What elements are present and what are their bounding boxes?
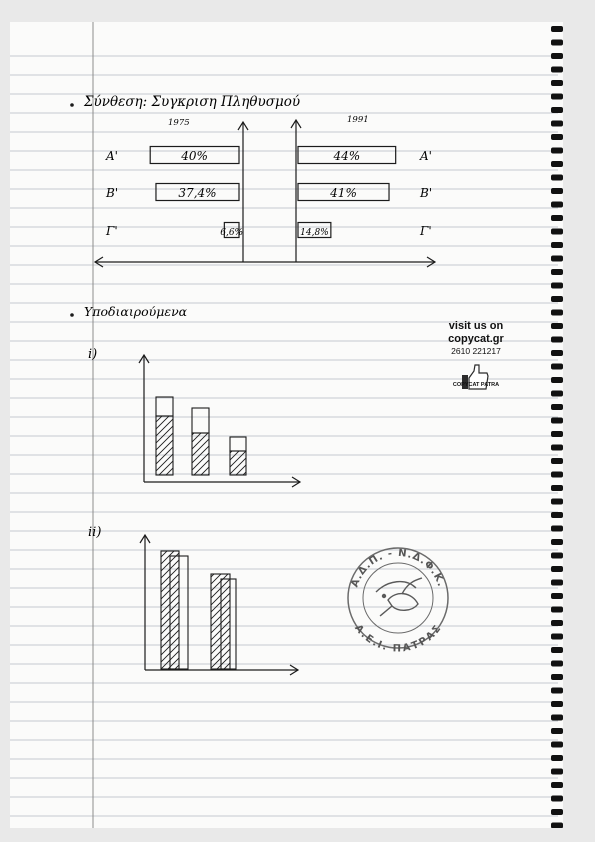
spiral-ring (551, 445, 563, 451)
spiral-ring (551, 364, 563, 370)
left-bar-value: 37,4% (178, 186, 217, 200)
spiral-ring (551, 242, 563, 248)
spiral-ring (551, 742, 563, 748)
spiral-ring (551, 593, 563, 599)
spiral-ring (551, 431, 563, 437)
right-bar-value: 14,8% (300, 228, 329, 238)
notebook-page (10, 22, 563, 828)
spiral-ring (551, 755, 563, 761)
right-row-label: Γ' (420, 224, 432, 238)
spiral-ring (551, 566, 563, 572)
ad-phone: 2610 221217 (451, 346, 501, 356)
pyramid-chart (95, 120, 435, 267)
spiral-ring (551, 310, 563, 316)
spiral-binding (551, 26, 563, 828)
spiral-ring (551, 134, 563, 140)
spiral-ring (551, 472, 563, 478)
spiral-ring (551, 404, 563, 410)
spiral-ring (551, 796, 563, 802)
spiral-ring (551, 283, 563, 289)
spiral-ring (551, 769, 563, 775)
spiral-ring (551, 296, 563, 302)
spiral-ring (551, 512, 563, 518)
spiral-ring (551, 823, 563, 829)
chart-i-bar3-hatched (230, 451, 246, 475)
stamp-bottom-text: Α.Ε.Ι. ΠΑΤΡΑΣ (352, 622, 444, 655)
heading-comparison: Σύνθεση: Συγκριση Πληθυσμού (84, 94, 301, 110)
spiral-ring (551, 580, 563, 586)
spiral-ring (551, 391, 563, 397)
chart-i-bar2-top (192, 408, 209, 433)
spiral-ring (551, 188, 563, 194)
spiral-ring (551, 121, 563, 127)
spiral-ring (551, 53, 563, 59)
left-bar-value: 40% (181, 149, 208, 163)
left-row-label: Α' (106, 149, 118, 163)
spiral-ring (551, 620, 563, 626)
left-row-label: Γ' (106, 224, 118, 238)
spiral-ring (551, 148, 563, 154)
spiral-ring (551, 661, 563, 667)
chart-i-bar1-hatched (156, 416, 173, 475)
spiral-ring (551, 701, 563, 707)
spiral-ring (551, 485, 563, 491)
sub-chart-ii-label: ii) (88, 525, 102, 540)
university-stamp (348, 548, 448, 655)
spiral-ring (551, 782, 563, 788)
right-row-label: Α' (420, 149, 432, 163)
ad-site: copycat.gr (448, 333, 504, 345)
bullet-dot (70, 103, 74, 107)
spiral-ring (551, 377, 563, 383)
copycat-ad (438, 320, 514, 389)
spiral-ring (551, 809, 563, 815)
right-bar-value: 44% (333, 149, 361, 163)
spiral-ring (551, 94, 563, 100)
spiral-ring (551, 107, 563, 113)
pyramid-bars (105, 147, 432, 239)
spiral-ring (551, 634, 563, 640)
left-bar-value: 6,6% (220, 228, 244, 238)
spiral-ring (551, 26, 563, 32)
rule-lines (10, 56, 558, 816)
spiral-ring (551, 40, 563, 46)
spiral-ring (551, 161, 563, 167)
spiral-ring (551, 350, 563, 356)
chart-ii-bar1-front (161, 551, 179, 669)
spiral-ring (551, 80, 563, 86)
spiral-ring (551, 499, 563, 505)
stamp-top-text: Α.Δ.Π. - Ν.Δ.Φ.Κ. (349, 547, 447, 589)
spiral-ring (551, 215, 563, 221)
spiral-ring (551, 229, 563, 235)
svg-text:Α.Ε.Ι. ΠΑΤΡΑΣ (352, 623, 444, 655)
left-row-label: Β' (106, 186, 119, 200)
bullet-dot-2 (70, 313, 74, 317)
spiral-ring (551, 67, 563, 73)
right-row-label: Β' (420, 186, 433, 200)
right-bar-value: 41% (330, 186, 357, 200)
chart-i-bar1-top (156, 397, 173, 416)
spiral-ring (551, 323, 563, 329)
spiral-ring (551, 715, 563, 721)
year-right-label: 1991 (347, 115, 369, 125)
spiral-ring (551, 337, 563, 343)
ad-brand: COPYCAT PATRA (452, 382, 500, 388)
spiral-ring (551, 647, 563, 653)
chart-i-bar3-top (230, 437, 246, 451)
spiral-ring (551, 458, 563, 464)
spiral-ring (551, 607, 563, 613)
ruled-paper (10, 22, 563, 828)
spiral-ring (551, 418, 563, 424)
spiral-ring (551, 256, 563, 262)
spiral-ring (551, 175, 563, 181)
spiral-ring (551, 674, 563, 680)
dove-icon (376, 578, 422, 616)
spiral-ring (551, 553, 563, 559)
heading-subdivided: Υποδιαιρούμενα (84, 304, 188, 319)
ad-icon-spacer (438, 357, 514, 381)
spiral-ring (551, 202, 563, 208)
svg-text:Α.Δ.Π. - Ν.Δ.Φ.Κ. (350, 548, 447, 589)
sub-chart-i-label: i) (88, 347, 98, 362)
spiral-ring (551, 526, 563, 532)
spiral-ring (551, 269, 563, 275)
year-left-label: 1975 (168, 118, 190, 128)
spiral-ring (551, 728, 563, 734)
chart-i-bar2-hatched (192, 433, 209, 475)
spiral-ring (551, 539, 563, 545)
chart-ii-bar2-front (211, 574, 230, 669)
spiral-ring (551, 688, 563, 694)
ad-line1: visit us on (448, 320, 504, 332)
